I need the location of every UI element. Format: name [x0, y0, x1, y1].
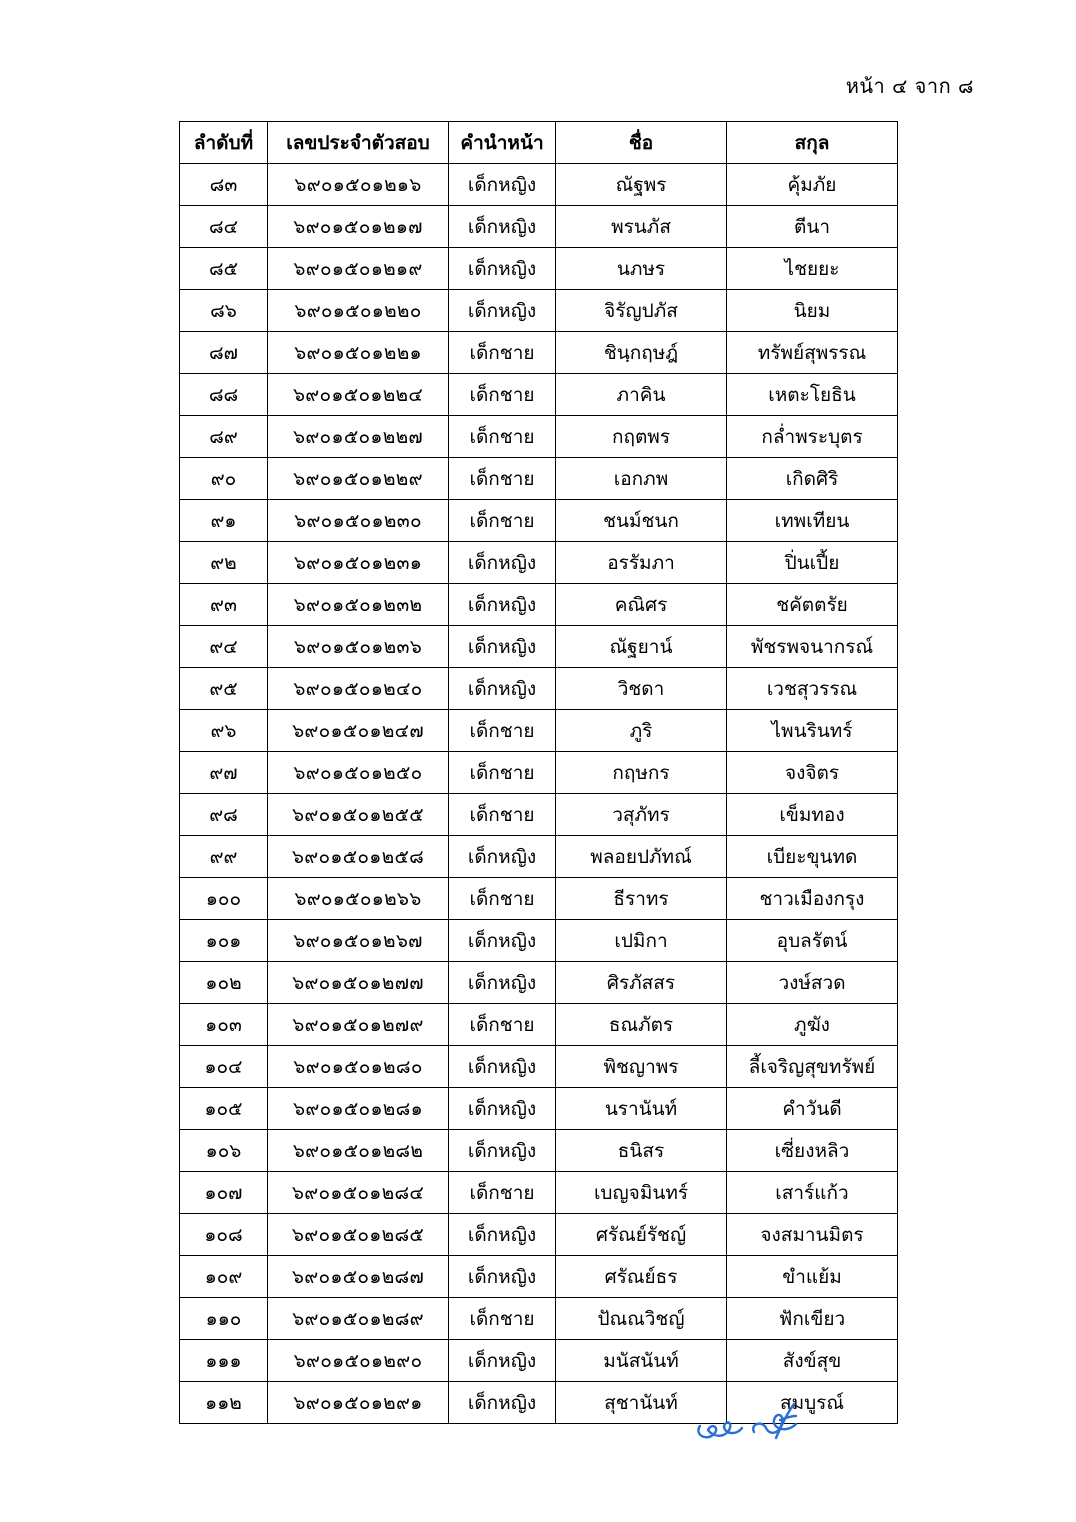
cell-order: ๘๖ — [180, 290, 268, 332]
table-row — [180, 1214, 898, 1256]
cell-order: ๙๐ — [180, 458, 268, 500]
cell-last-name: กล่ำพระบุตร — [727, 416, 898, 458]
cell-order: ๘๕ — [180, 248, 268, 290]
table-row — [180, 1130, 898, 1172]
cell-first-name: วสุภัทร — [556, 794, 727, 836]
header-order: ลำดับที่ — [180, 122, 268, 164]
table-body — [180, 164, 898, 1424]
table-row — [180, 626, 898, 668]
cell-prefix: เด็กหญิง — [449, 1340, 556, 1382]
cell-prefix: เด็กหญิง — [449, 836, 556, 878]
table-header-row — [180, 122, 898, 164]
cell-first-name: ชนม์ชนก — [556, 500, 727, 542]
cell-last-name: ฟักเขียว — [727, 1298, 898, 1340]
cell-order: ๘๓ — [180, 164, 268, 206]
page-number: หน้า ๔ จาก ๘ — [845, 74, 974, 98]
cell-first-name: เอกภพ — [556, 458, 727, 500]
cell-order: ๑๐๗ — [180, 1172, 268, 1214]
cell-prefix: เด็กชาย — [449, 1004, 556, 1046]
cell-order: ๘๘ — [180, 374, 268, 416]
cell-prefix: เด็กชาย — [449, 500, 556, 542]
cell-first-name: พลอยปภัทณ์ — [556, 836, 727, 878]
cell-exam-id: ๖๙๐๑๕๐๑๒๑๖ — [268, 164, 449, 206]
cell-order: ๑๐๔ — [180, 1046, 268, 1088]
cell-order: ๑๐๓ — [180, 1004, 268, 1046]
cell-prefix: เด็กชาย — [449, 374, 556, 416]
table-row — [180, 416, 898, 458]
table-row — [180, 1256, 898, 1298]
table-row — [180, 794, 898, 836]
header-first-name: ชื่อ — [556, 122, 727, 164]
table-row — [180, 752, 898, 794]
cell-order: ๑๑๑ — [180, 1340, 268, 1382]
header-prefix: คำนำหน้า — [449, 122, 556, 164]
cell-order: ๘๙ — [180, 416, 268, 458]
cell-first-name: พิชญาพร — [556, 1046, 727, 1088]
cell-first-name: นภษร — [556, 248, 727, 290]
table-row — [180, 962, 898, 1004]
cell-prefix: เด็กชาย — [449, 878, 556, 920]
table-row — [180, 1340, 898, 1382]
cell-prefix: เด็กหญิง — [449, 248, 556, 290]
cell-exam-id: ๖๙๐๑๕๐๑๒๓๐ — [268, 500, 449, 542]
cell-last-name: ไชยยะ — [727, 248, 898, 290]
table-row — [180, 458, 898, 500]
cell-prefix: เด็กหญิง — [449, 920, 556, 962]
table-row — [180, 836, 898, 878]
cell-order: ๑๐๐ — [180, 878, 268, 920]
cell-order: ๙๑ — [180, 500, 268, 542]
cell-first-name: เบญจมินทร์ — [556, 1172, 727, 1214]
cell-first-name: เปมิกา — [556, 920, 727, 962]
cell-prefix: เด็กชาย — [449, 1172, 556, 1214]
header-last-name: สกุล — [727, 122, 898, 164]
cell-last-name: วงษ์สวด — [727, 962, 898, 1004]
cell-exam-id: ๖๙๐๑๕๐๑๒๑๗ — [268, 206, 449, 248]
cell-last-name: นิยม — [727, 290, 898, 332]
cell-exam-id: ๖๙๐๑๕๐๑๒๖๖ — [268, 878, 449, 920]
student-roster-table — [179, 121, 898, 1424]
cell-first-name: ภูริ — [556, 710, 727, 752]
cell-last-name: เบียะขุนทด — [727, 836, 898, 878]
cell-exam-id: ๖๙๐๑๕๐๑๒๒๗ — [268, 416, 449, 458]
cell-order: ๑๐๕ — [180, 1088, 268, 1130]
cell-first-name: พรนภัส — [556, 206, 727, 248]
cell-last-name: เสาร์แก้ว — [727, 1172, 898, 1214]
cell-order: ๑๑๐ — [180, 1298, 268, 1340]
cell-last-name: คำวันดี — [727, 1088, 898, 1130]
cell-last-name: ขำแย้ม — [727, 1256, 898, 1298]
cell-exam-id: ๖๙๐๑๕๐๑๒๘๗ — [268, 1256, 449, 1298]
cell-prefix: เด็กหญิง — [449, 1088, 556, 1130]
cell-order: ๙๒ — [180, 542, 268, 584]
cell-first-name: วิชดา — [556, 668, 727, 710]
cell-prefix: เด็กหญิง — [449, 1256, 556, 1298]
cell-order: ๙๖ — [180, 710, 268, 752]
table-row — [180, 920, 898, 962]
cell-exam-id: ๖๙๐๑๕๐๑๒๓๒ — [268, 584, 449, 626]
table-row — [180, 542, 898, 584]
cell-first-name: ณัฐพร — [556, 164, 727, 206]
table-row — [180, 206, 898, 248]
cell-first-name: มนัสนันท์ — [556, 1340, 727, 1382]
cell-last-name: สังข์สุข — [727, 1340, 898, 1382]
cell-order: ๑๐๒ — [180, 962, 268, 1004]
cell-exam-id: ๖๙๐๑๕๐๑๒๙๐ — [268, 1340, 449, 1382]
cell-last-name: เซี่ยงหลิว — [727, 1130, 898, 1172]
cell-exam-id: ๖๙๐๑๕๐๑๒๓๑ — [268, 542, 449, 584]
cell-last-name: สมบูรณ์ — [727, 1382, 898, 1424]
cell-first-name: ศรัณย์ธร — [556, 1256, 727, 1298]
cell-prefix: เด็กหญิง — [449, 1382, 556, 1424]
cell-order: ๑๐๘ — [180, 1214, 268, 1256]
cell-exam-id: ๖๙๐๑๕๐๑๒๘๕ — [268, 1214, 449, 1256]
cell-first-name: ณัฐยาน์ — [556, 626, 727, 668]
cell-prefix: เด็กหญิง — [449, 1130, 556, 1172]
cell-order: ๑๐๖ — [180, 1130, 268, 1172]
table-row — [180, 710, 898, 752]
cell-exam-id: ๖๙๐๑๕๐๑๒๕๐ — [268, 752, 449, 794]
cell-last-name: อุบลรัตน์ — [727, 920, 898, 962]
cell-exam-id: ๖๙๐๑๕๐๑๒๘๔ — [268, 1172, 449, 1214]
cell-exam-id: ๖๙๐๑๕๐๑๒๕๕ — [268, 794, 449, 836]
table-row — [180, 1046, 898, 1088]
cell-last-name: เข็มทอง — [727, 794, 898, 836]
table-row — [180, 500, 898, 542]
cell-order: ๙๙ — [180, 836, 268, 878]
cell-order: ๙๓ — [180, 584, 268, 626]
table-row — [180, 290, 898, 332]
table-row — [180, 164, 898, 206]
cell-order: ๙๕ — [180, 668, 268, 710]
cell-order: ๙๘ — [180, 794, 268, 836]
cell-last-name: คุ้มภัย — [727, 164, 898, 206]
cell-first-name: ศิรภัสสร — [556, 962, 727, 1004]
cell-exam-id: ๖๙๐๑๕๐๑๒๑๙ — [268, 248, 449, 290]
cell-first-name: ธีราทร — [556, 878, 727, 920]
cell-order: ๑๐๙ — [180, 1256, 268, 1298]
cell-first-name: ภาคิน — [556, 374, 727, 416]
cell-order: ๙๗ — [180, 752, 268, 794]
cell-prefix: เด็กชาย — [449, 332, 556, 374]
cell-exam-id: ๖๙๐๑๕๐๑๒๔๐ — [268, 668, 449, 710]
cell-order: ๙๔ — [180, 626, 268, 668]
cell-prefix: เด็กหญิง — [449, 206, 556, 248]
cell-last-name: ลี้เจริญสุขทรัพย์ — [727, 1046, 898, 1088]
cell-first-name: คณิศร — [556, 584, 727, 626]
cell-last-name: เทพเทียน — [727, 500, 898, 542]
cell-first-name: ธนิสร — [556, 1130, 727, 1172]
cell-last-name: จงสมานมิตร — [727, 1214, 898, 1256]
table-row — [180, 668, 898, 710]
cell-order: ๘๔ — [180, 206, 268, 248]
cell-exam-id: ๖๙๐๑๕๐๑๒๙๑ — [268, 1382, 449, 1424]
cell-prefix: เด็กชาย — [449, 1298, 556, 1340]
cell-last-name: จงจิตร — [727, 752, 898, 794]
cell-order: ๘๗ — [180, 332, 268, 374]
table-row — [180, 1298, 898, 1340]
cell-exam-id: ๖๙๐๑๕๐๑๒๘๐ — [268, 1046, 449, 1088]
cell-exam-id: ๖๙๐๑๕๐๑๒๒๔ — [268, 374, 449, 416]
cell-exam-id: ๖๙๐๑๕๐๑๒๗๗ — [268, 962, 449, 1004]
cell-order: ๑๐๑ — [180, 920, 268, 962]
cell-exam-id: ๖๙๐๑๕๐๑๒๒๐ — [268, 290, 449, 332]
cell-exam-id: ๖๙๐๑๕๐๑๒๕๘ — [268, 836, 449, 878]
cell-last-name: ปิ่นเปี้ย — [727, 542, 898, 584]
cell-exam-id: ๖๙๐๑๕๐๑๒๘๑ — [268, 1088, 449, 1130]
cell-last-name: เกิดศิริ — [727, 458, 898, 500]
cell-last-name: ตีนา — [727, 206, 898, 248]
cell-exam-id: ๖๙๐๑๕๐๑๒๔๗ — [268, 710, 449, 752]
cell-first-name: สุชานันท์ — [556, 1382, 727, 1424]
header-exam-id: เลขประจำตัวสอบ — [268, 122, 449, 164]
cell-last-name: ไพนรินทร์ — [727, 710, 898, 752]
handwritten-signature-icon — [692, 1398, 802, 1448]
cell-first-name: กฤษกร — [556, 752, 727, 794]
table-row — [180, 878, 898, 920]
cell-last-name: ชาวเมืองกรุง — [727, 878, 898, 920]
cell-prefix: เด็กหญิง — [449, 668, 556, 710]
cell-exam-id: ๖๙๐๑๕๐๑๒๖๗ — [268, 920, 449, 962]
cell-order: ๑๑๒ — [180, 1382, 268, 1424]
cell-last-name: พัชรพจนากรณ์ — [727, 626, 898, 668]
table-row — [180, 1004, 898, 1046]
cell-prefix: เด็กชาย — [449, 794, 556, 836]
cell-first-name: นรานันท์ — [556, 1088, 727, 1130]
cell-prefix: เด็กหญิง — [449, 164, 556, 206]
cell-first-name: จิรัญปภัส — [556, 290, 727, 332]
cell-prefix: เด็กหญิง — [449, 1046, 556, 1088]
cell-exam-id: ๖๙๐๑๕๐๑๒๓๖ — [268, 626, 449, 668]
cell-prefix: เด็กหญิง — [449, 1214, 556, 1256]
cell-prefix: เด็กชาย — [449, 710, 556, 752]
table-row — [180, 332, 898, 374]
cell-exam-id: ๖๙๐๑๕๐๑๒๘๒ — [268, 1130, 449, 1172]
cell-prefix: เด็กหญิง — [449, 542, 556, 584]
cell-exam-id: ๖๙๐๑๕๐๑๒๒๑ — [268, 332, 449, 374]
cell-first-name: ศรัณย์รัชญ์ — [556, 1214, 727, 1256]
cell-last-name: ชคัตตรัย — [727, 584, 898, 626]
table-row — [180, 1172, 898, 1214]
table-row — [180, 584, 898, 626]
cell-prefix: เด็กหญิง — [449, 962, 556, 1004]
cell-prefix: เด็กหญิง — [449, 626, 556, 668]
table-row — [180, 1088, 898, 1130]
table-row — [180, 248, 898, 290]
cell-last-name: เวชสุวรรณ — [727, 668, 898, 710]
cell-prefix: เด็กชาย — [449, 752, 556, 794]
cell-first-name: ปัณณวิชญ์ — [556, 1298, 727, 1340]
cell-last-name: ทรัพย์สุพรรณ — [727, 332, 898, 374]
cell-prefix: เด็กชาย — [449, 416, 556, 458]
cell-exam-id: ๖๙๐๑๕๐๑๒๒๙ — [268, 458, 449, 500]
cell-prefix: เด็กหญิง — [449, 290, 556, 332]
cell-last-name: เหตะโยธิน — [727, 374, 898, 416]
cell-first-name: กฤตพร — [556, 416, 727, 458]
cell-prefix: เด็กหญิง — [449, 584, 556, 626]
cell-last-name: ภูฆัง — [727, 1004, 898, 1046]
cell-prefix: เด็กชาย — [449, 458, 556, 500]
table-row — [180, 374, 898, 416]
cell-first-name: อรรัมภา — [556, 542, 727, 584]
cell-exam-id: ๖๙๐๑๕๐๑๒๘๙ — [268, 1298, 449, 1340]
cell-exam-id: ๖๙๐๑๕๐๑๒๗๙ — [268, 1004, 449, 1046]
cell-first-name: ธณภัตร — [556, 1004, 727, 1046]
cell-first-name: ชินฺกฤษฎ์ — [556, 332, 727, 374]
